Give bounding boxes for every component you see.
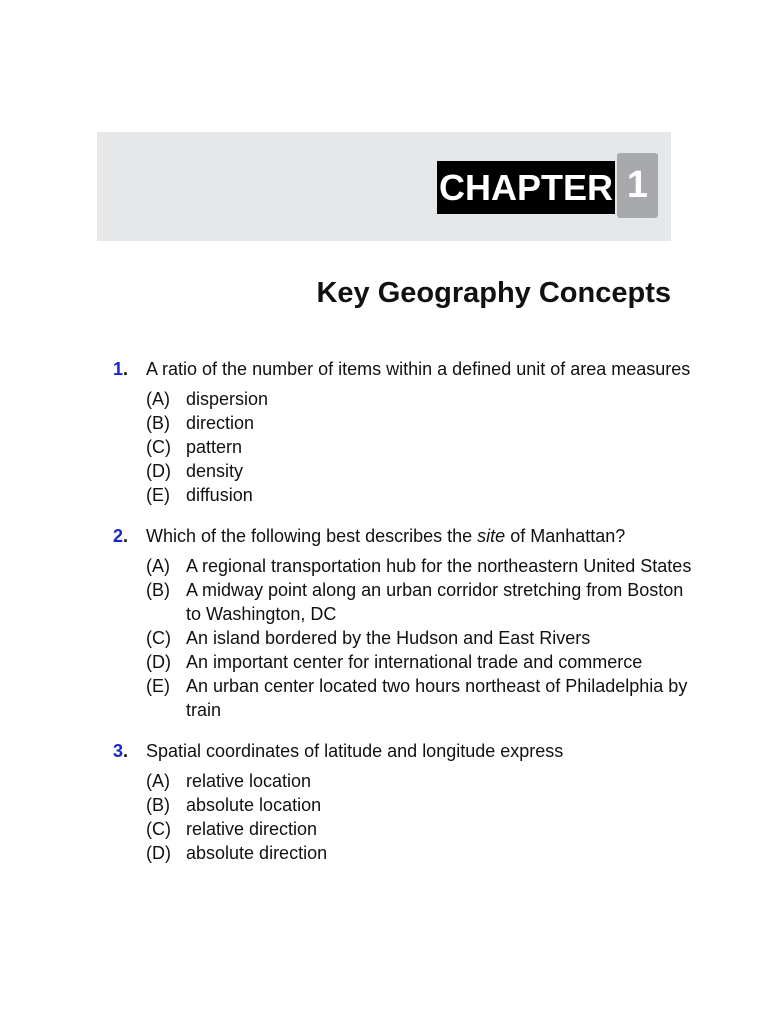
choice-letter: (C) xyxy=(146,628,171,648)
question-number: 2. xyxy=(113,526,129,546)
choice-text: A regional transportation hub for the northeastern United States xyxy=(186,556,692,576)
question-number: 1. xyxy=(113,359,129,379)
choice-text: A midway point along an urban corridor stretching from Boston to Washington, DC xyxy=(186,580,684,624)
chapter-number-badge: 1 xyxy=(617,153,658,218)
question-3 xyxy=(113,739,693,865)
choice-text: An important center for international trade and commerce xyxy=(186,652,643,672)
answer-choice[interactable] xyxy=(146,674,693,722)
choice-letter: (A) xyxy=(146,771,170,791)
answer-choice[interactable] xyxy=(146,650,693,674)
answer-choice[interactable] xyxy=(146,411,693,435)
choice-letter: (B) xyxy=(146,580,170,600)
choice-letter: (B) xyxy=(146,413,170,433)
choice-letter: (C) xyxy=(146,437,171,457)
choice-letter: (D) xyxy=(146,652,171,672)
question-list xyxy=(113,357,693,882)
choice-letter: (C) xyxy=(146,819,171,839)
choice-text: absolute location xyxy=(186,795,322,815)
choice-text: An island bordered by the Hudson and East Rivers xyxy=(186,628,591,648)
choice-letter: (E) xyxy=(146,485,170,505)
choice-letter: (B) xyxy=(146,795,170,815)
answer-choice[interactable] xyxy=(146,626,693,650)
answer-choice[interactable] xyxy=(146,483,693,507)
question-2 xyxy=(113,524,693,722)
answer-choice[interactable] xyxy=(146,841,693,865)
chapter-label: CHAPTER xyxy=(437,161,615,214)
question-1 xyxy=(113,357,693,507)
choice-text: density xyxy=(186,461,244,481)
question-stem: Spatial coordinates of latitude and longitude express xyxy=(146,741,564,761)
answer-choices xyxy=(146,387,693,507)
answer-choice[interactable] xyxy=(146,387,693,411)
answer-choices xyxy=(146,769,693,865)
choice-letter: (D) xyxy=(146,843,171,863)
choice-text: An urban center located two hours northeast of Philadelphia by train xyxy=(186,676,688,720)
choice-letter: (A) xyxy=(146,389,170,409)
choice-text: relative location xyxy=(186,771,312,791)
choice-text: relative direction xyxy=(186,819,318,839)
answer-choice[interactable] xyxy=(146,554,693,578)
answer-choice[interactable] xyxy=(146,769,693,793)
choice-letter: (A) xyxy=(146,556,170,576)
answer-choice[interactable] xyxy=(146,817,693,841)
answer-choices xyxy=(146,554,693,722)
answer-choice[interactable] xyxy=(146,793,693,817)
answer-choice[interactable] xyxy=(146,435,693,459)
choice-text: pattern xyxy=(186,437,243,457)
answer-choice[interactable] xyxy=(146,578,693,626)
question-stem: Which of the following best describes the site of Manhattan? xyxy=(146,526,626,546)
question-number: 3. xyxy=(113,741,129,761)
italic-term: site xyxy=(477,526,506,546)
choice-text: direction xyxy=(186,413,255,433)
question-stem: A ratio of the number of items within a defined unit of area measures xyxy=(146,359,691,379)
choice-text: absolute direction xyxy=(186,843,328,863)
choice-text: diffusion xyxy=(186,485,253,505)
choice-text: dispersion xyxy=(186,389,269,409)
choice-letter: (D) xyxy=(146,461,171,481)
choice-letter: (E) xyxy=(146,676,170,696)
answer-choice[interactable] xyxy=(146,459,693,483)
chapter-title: Key Geography Concepts xyxy=(316,277,671,309)
